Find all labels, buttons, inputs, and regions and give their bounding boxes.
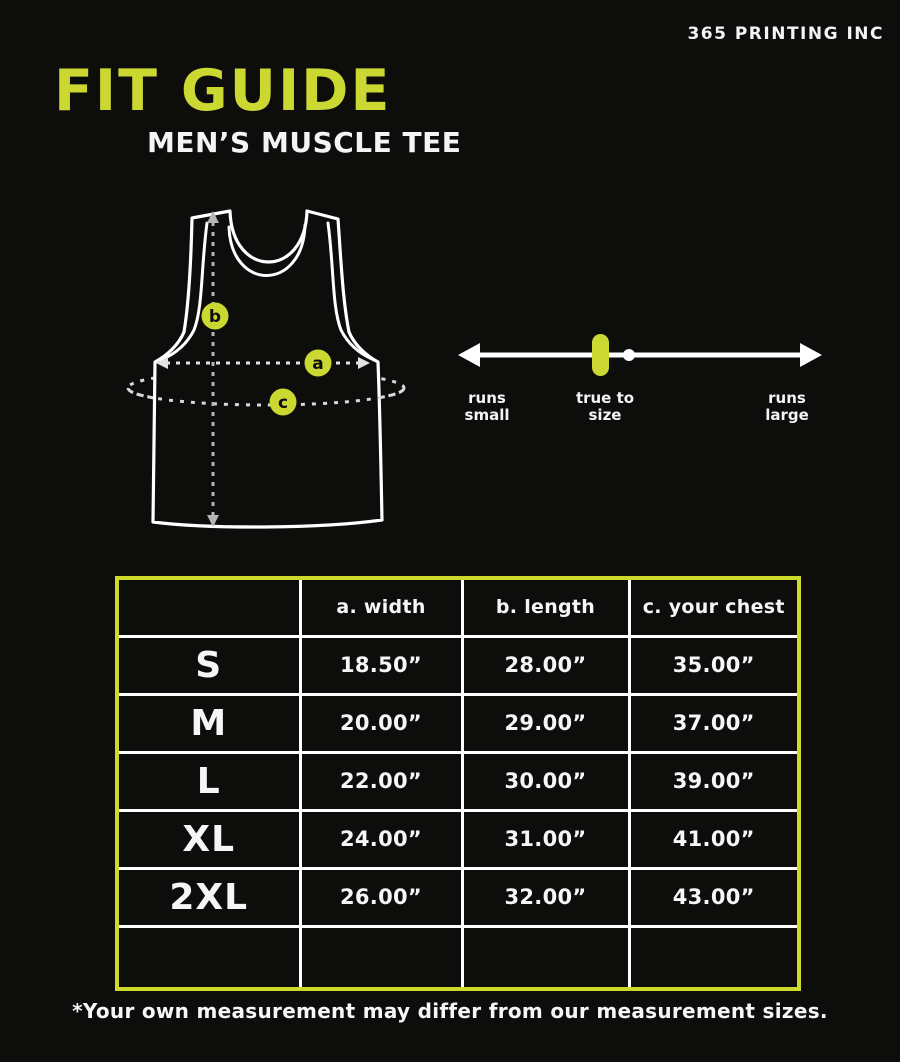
- length-value: 28.00”: [462, 636, 629, 694]
- header-cell-length: b. length: [462, 578, 629, 636]
- scale-indicator-pill: [592, 334, 609, 376]
- length-value: 31.00”: [462, 810, 629, 868]
- scale-label-true-to-size: [576, 390, 634, 424]
- chest-value: [629, 926, 799, 989]
- table-row: [117, 810, 799, 868]
- scale-arrow-left-icon: [458, 343, 480, 367]
- width-value: 22.00”: [300, 752, 462, 810]
- chest-value: 39.00”: [629, 752, 799, 810]
- header-cell-blank: [117, 578, 300, 636]
- marker-b-label: b: [208, 307, 222, 327]
- width-value: 18.50”: [300, 636, 462, 694]
- scale-label-line: small: [464, 406, 510, 424]
- size-label: 2XL: [117, 868, 300, 926]
- scale-label-line: true to: [575, 389, 635, 407]
- length-value: 32.00”: [462, 868, 629, 926]
- width-value: 26.00”: [300, 868, 462, 926]
- size-label: S: [117, 636, 300, 694]
- fit-scale-svg: [450, 330, 830, 382]
- width-value: 24.00”: [300, 810, 462, 868]
- header-cell-chest: c. your chest: [629, 578, 799, 636]
- footnote: *Your own measurement may differ from our measurement sizes.: [72, 999, 828, 1023]
- chest-value: 37.00”: [629, 694, 799, 752]
- scale-label-line: runs: [768, 389, 806, 407]
- tee-diagram: [118, 192, 448, 552]
- table-row: [117, 694, 799, 752]
- marker-c-label: c: [277, 393, 289, 413]
- size-table: [115, 576, 801, 991]
- tee-outline: [153, 211, 382, 527]
- chest-value: 35.00”: [629, 636, 799, 694]
- scale-dot: [623, 349, 635, 361]
- length-value: [462, 926, 629, 989]
- size-label: [117, 926, 300, 989]
- fit-scale: [450, 330, 830, 440]
- page-title: FIT GUIDE: [54, 58, 392, 124]
- table-row: [117, 752, 799, 810]
- scale-label-line: runs: [468, 389, 506, 407]
- marker-a-label: a: [312, 354, 324, 374]
- header-cell-width: a. width: [300, 578, 462, 636]
- table-row: [117, 868, 799, 926]
- chest-value: 43.00”: [629, 868, 799, 926]
- size-label: L: [117, 752, 300, 810]
- size-label: M: [117, 694, 300, 752]
- length-value: 30.00”: [462, 752, 629, 810]
- length-value: 29.00”: [462, 694, 629, 752]
- scale-label-runs-small: [465, 390, 510, 424]
- chest-value: 41.00”: [629, 810, 799, 868]
- scale-label-runs-large: [765, 390, 809, 424]
- size-label: XL: [117, 810, 300, 868]
- size-table-header-row: [117, 578, 799, 636]
- page-subtitle: MEN’S MUSCLE TEE: [147, 126, 462, 159]
- width-value: [300, 926, 462, 989]
- scale-label-line: size: [588, 406, 622, 424]
- brand-text: 365 PRINTING INC: [687, 24, 884, 44]
- table-row-empty: [117, 926, 799, 989]
- scale-arrow-right-icon: [800, 343, 822, 367]
- table-row: [117, 636, 799, 694]
- tee-diagram-svg: [118, 192, 448, 552]
- scale-label-line: large: [765, 406, 809, 424]
- width-value: 20.00”: [300, 694, 462, 752]
